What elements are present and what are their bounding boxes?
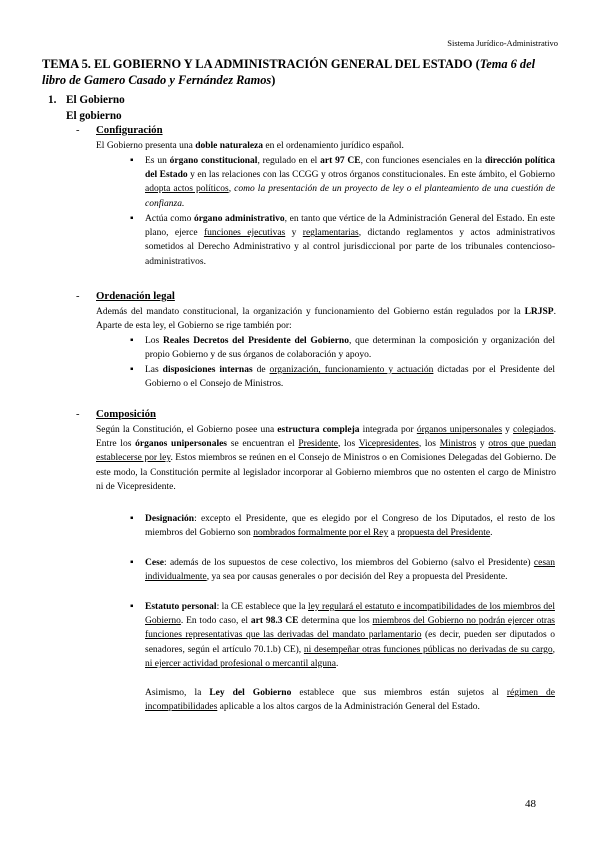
composicion-bullet-estatuto: Estatuto personal: la CE establece que la ley regulará el estatuto e incompatibilidades de los miembros del Gobierno. En todo caso, el art 98.3 CE determina que los miembros del Gobierno no podrán ejercer otras funciones representativas que las derivadas del mandato parlamentario (es decir, pueden ser diputados o senadores, según el artículo 70.1.b) CE), ni desempeñar otras funciones públicas no derivadas de su cargo, ni ejercer actividad profesional o mercantil alguna.	[145, 602, 555, 669]
heading-ordenacion: Ordenación legal	[96, 290, 175, 302]
ordenacion-bullet-2: Las disposiciones internas de organización, funcionamiento y actuación dictadas por el Presidente del Gobierno o el Consejo de Ministros.	[145, 365, 556, 390]
section-subtitle: El gobierno	[66, 110, 122, 122]
composicion-bullet-cese: Cese: además de los supuestos de cese colectivo, los miembros del Gobierno (salvo el Presidente) cesan individualmente, ya sea por causas generales o por decisión del Rey a propuesta del Presidente.	[145, 558, 555, 583]
bullet-marker: ▪	[130, 213, 134, 224]
page-number: 48	[525, 798, 536, 810]
dash-marker: -	[76, 409, 80, 420]
title-close: )	[271, 73, 276, 87]
dash-marker: -	[76, 291, 80, 302]
ordenacion-bullet-1: Los Reales Decretos del Presidente del Gobierno, que determinan la composición y organización del propio Gobierno y de sus órganos de colaboración y apoyo.	[145, 336, 555, 361]
running-header: Sistema Jurídico-Administrativo	[447, 38, 558, 48]
heading-composicion: Composición	[96, 408, 156, 420]
bullet-marker: ▪	[130, 557, 134, 568]
title-main: TEMA 5. EL GOBIERNO Y LA ADMINISTRACIÓN GENERAL DEL ESTADO (	[42, 57, 480, 71]
bullet-marker: ▪	[130, 513, 134, 524]
composicion-estatuto-extra: Asimismo, la Ley del Gobierno establece que sus miembros están sujetos al régimen de incompatibilidades aplicable a los altos cargos de la Administración General del Estado.	[145, 688, 555, 713]
composicion-bullet-designacion: Designación: excepto el Presidente, que es elegido por el Congreso de los Diputados, el resto de los miembros del Gobierno son nombrados formalmente por el Rey a propuesta del Presidente.	[145, 514, 555, 539]
configuracion-intro: El Gobierno presenta una doble naturaleza en el ordenamiento jurídico español.	[96, 141, 404, 151]
dash-marker: -	[76, 125, 80, 136]
composicion-intro: Según la Constitución, el Gobierno posee una estructura compleja integrada por órganos unipersonales y colegiados. Entre los órganos unipersonales se encuentran el Presidente, los Vicepresidentes, los Ministros y otros que puedan establecerse por ley. Estos miembros se reúnen en el Consejo de Ministros o en Comisiones Delegadas del Gobierno. De este modo, la Constitución permite al legislador incorporar al Gobierno miembros que no ostenten el cargo de Ministro ni de Vicepresidente.	[96, 425, 556, 492]
document-title	[42, 56, 562, 88]
bullet-marker: ▪	[130, 364, 134, 375]
section-title: El Gobierno	[66, 94, 125, 106]
configuracion-bullet-2: Actúa como órgano administrativo, en tanto que vértice de la Administración General del Estado. En este plano, ejerce funciones ejecutivas y reglamentarias, dictando reglamentos y actos administrativos sometidos al Derecho Administrativo y al control jurisdiccional por parte de los tribunales contencioso-administrativos.	[145, 214, 556, 267]
title-italic: Tema 6 del libro de Gamero Casado y Fernández Ramos	[42, 57, 536, 87]
heading-configuracion: Configuración	[96, 124, 163, 136]
bullet-marker: ▪	[130, 155, 134, 166]
section-number: 1.	[48, 94, 57, 106]
configuracion-bullet-1: Es un órgano constitucional, regulado en el art 97 CE, con funciones esenciales en la dirección política del Estado y en las relaciones con las CCGG y otros órganos constitucionales. En este ámbito, el Gobierno adopta actos políticos, como la presentación de un proyecto de ley o el planteamiento de una cuestión de confianza.	[145, 156, 556, 209]
ordenacion-intro: Además del mandato constitucional, la organización y funcionamiento del Gobierno están regulados por la LRJSP. Aparte de esta ley, el Gobierno se rige también por:	[96, 307, 556, 332]
bullet-marker: ▪	[130, 601, 134, 612]
bullet-marker: ▪	[130, 335, 134, 346]
